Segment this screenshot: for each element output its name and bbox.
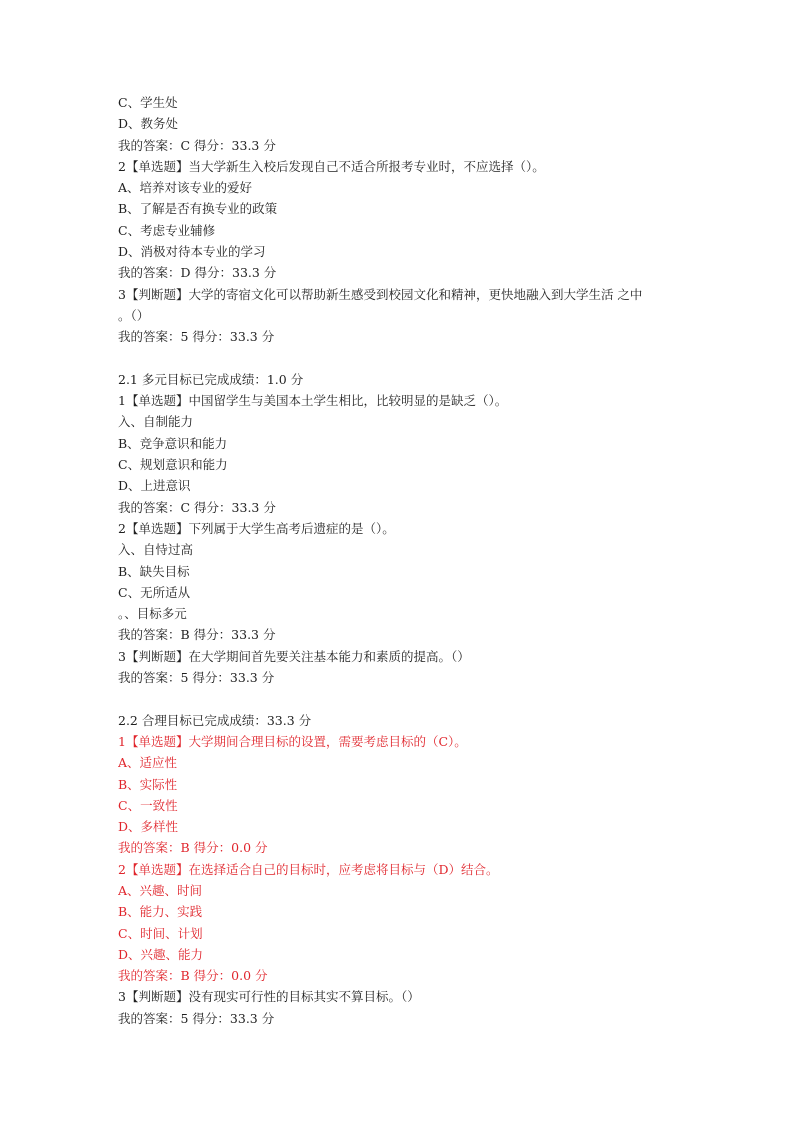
text-line: B、了解是否有换专业的政策	[118, 201, 278, 217]
text-line: 我的答案：B 得分：33.3 分	[118, 627, 276, 643]
text-line: 我的答案：5 得分：33.3 分	[118, 1010, 275, 1026]
text-line: 1【单选题】中国留学生与美国本土学生相比，比较明显的是缺乏（）。	[118, 393, 508, 409]
text-line: 。（）	[118, 307, 150, 323]
blank-line	[118, 348, 738, 369]
text-line: 。、目标多元	[118, 606, 187, 622]
text-line: C、时间、计划	[118, 925, 203, 941]
text-line: C、考虑专业辅修	[118, 222, 216, 238]
text-line: B、能力、实践	[118, 904, 203, 920]
document-page	[118, 92, 738, 1029]
text-line: 3【判断题】没有现实可行性的目标其实不算目标。（）	[118, 989, 420, 1005]
text-line: 入、自恃过高	[118, 542, 194, 558]
text-line: 我的答案：D 得分：33.3 分	[118, 265, 277, 281]
blank-line	[118, 688, 738, 709]
text-line: B、实际性	[118, 776, 178, 792]
text-line: 我的答案：B 得分：0.0 分	[118, 968, 268, 984]
text-line: 我的答案：5 得分：33.3 分	[118, 670, 275, 686]
text-line: 2【单选题】当大学新生入校后发现自己不适合所报考专业时，不应选择（）。	[118, 158, 545, 174]
text-line: 我的答案：C 得分：33.3 分	[118, 137, 276, 153]
text-line: 3【判断题】在大学期间首先要关注基本能力和素质的提高。（）	[118, 648, 470, 664]
text-line: 3【判断题】大学的寄宿文化可以帮助新生感受到校园文化和精神，更快地融入到大学生活 之中	[118, 286, 643, 302]
text-line: 2.2 合理目标已完成成绩：33.3 分	[118, 712, 312, 728]
text-line: 我的答案：5 得分：33.3 分	[118, 329, 275, 345]
text-line: D、消极对待本专业的学习	[118, 244, 266, 260]
text-line: D、多样性	[118, 819, 179, 835]
text-line: 2.1 多元目标已完成成绩：1.0 分	[118, 371, 304, 387]
text-line: B、缺失目标	[118, 563, 190, 579]
text-line: A、培养对该专业的爱好	[118, 180, 253, 196]
text-line: 我的答案：B 得分：0.0 分	[118, 840, 268, 856]
text-line: 1【单选题】大学期间合理目标的设置，需要考虑目标的（C）。	[118, 733, 467, 749]
text-line: C、学生处	[118, 95, 178, 110]
text-line: C、无所适从	[118, 584, 191, 600]
text-line: 2【单选题】在选择适合自己的目标时，应考虑将目标与（D）结合。	[118, 861, 499, 877]
text-line: 我的答案：C 得分：33.3 分	[118, 499, 276, 515]
text-line: D、兴趣、能力	[118, 946, 204, 962]
text-line: A、兴趣、时间	[118, 882, 203, 898]
text-line: C、规划意识和能力	[118, 457, 228, 473]
text-line: D、上进意识	[118, 478, 191, 494]
text-line: 入、自制能力	[118, 414, 194, 430]
text-line: C、一致性	[118, 797, 178, 813]
text-line: D、教务处	[118, 116, 179, 132]
text-line: 2【单选题】下列属于大学生高考后遗症的是（）。	[118, 520, 395, 536]
text-line: A、适应性	[118, 755, 178, 771]
text-line: B、竞争意识和能力	[118, 435, 228, 451]
